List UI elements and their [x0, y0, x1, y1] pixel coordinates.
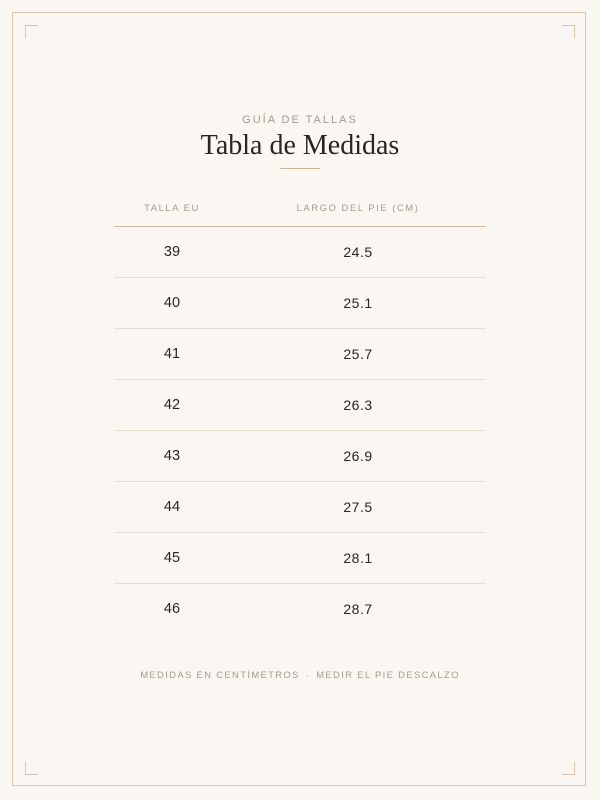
- footnote: [0, 670, 600, 681]
- length-cell: 27.5: [343, 499, 373, 515]
- page-title: Tabla de Medidas: [200, 130, 400, 161]
- table-row: [114, 431, 486, 482]
- size-table: [114, 196, 486, 634]
- table-row: [114, 584, 486, 634]
- size-cell: 41: [163, 346, 181, 362]
- size-cell: 43: [163, 448, 181, 464]
- column-header-length: LARGO DEL PIE (CM): [296, 203, 420, 214]
- table-row: [114, 278, 486, 329]
- footnote-separator: ·: [305, 670, 311, 681]
- length-cell: 26.9: [343, 448, 373, 464]
- table-row: [114, 329, 486, 380]
- footnote-units: MEDIDAS EN CENTÍMETROS: [140, 670, 300, 681]
- column-header-size: TALLA EU: [144, 203, 200, 214]
- table-row: [114, 482, 486, 533]
- length-cell: 25.1: [343, 295, 373, 311]
- size-cell: 46: [163, 601, 181, 617]
- size-cell: 40: [163, 295, 181, 311]
- length-cell: 24.5: [343, 244, 373, 260]
- footnote-instructions: MEDIR EL PIE DESCALZO: [316, 670, 460, 681]
- corner-ornament-top-right: [562, 25, 575, 38]
- length-cell: 28.1: [343, 550, 373, 566]
- table-header: [114, 196, 486, 227]
- length-cell: 25.7: [343, 346, 373, 362]
- page-eyebrow: GUÍA DE TALLAS: [242, 114, 358, 126]
- size-cell: 44: [163, 499, 181, 515]
- table-row: [114, 533, 486, 584]
- length-cell: 26.3: [343, 397, 373, 413]
- size-cell: 45: [163, 550, 181, 566]
- table-row: [114, 227, 486, 278]
- size-cell: 39: [163, 244, 181, 260]
- table-row: [114, 380, 486, 431]
- length-cell: 28.7: [343, 601, 373, 617]
- size-cell: 42: [163, 397, 181, 413]
- title-divider: [280, 168, 320, 169]
- corner-ornament-bottom-left: [25, 762, 38, 775]
- corner-ornament-top-left: [25, 25, 38, 38]
- corner-ornament-bottom-right: [562, 762, 575, 775]
